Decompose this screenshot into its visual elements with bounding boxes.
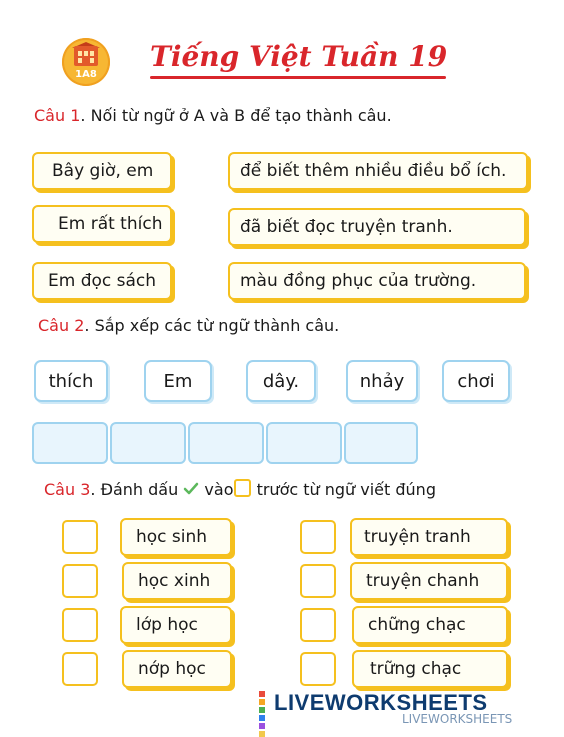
q2-word-label: nhảy	[359, 370, 405, 392]
checkmark-icon	[183, 482, 199, 496]
q3-checkbox-left-4[interactable]	[62, 652, 98, 686]
q3-left-word-1	[120, 518, 232, 556]
q1-left-option-2[interactable]	[32, 205, 172, 243]
q1-prompt	[34, 106, 392, 125]
q2-answer-slot-5[interactable]	[344, 422, 418, 464]
q1-right-option-3[interactable]	[228, 262, 526, 300]
liveworksheets-logo-icon	[258, 690, 272, 718]
q3-word-label: truyện chanh	[366, 571, 480, 591]
q3-checkbox-left-2[interactable]	[62, 564, 98, 598]
q3-right-word-4	[352, 650, 508, 688]
q3-word-label: học xinh	[138, 571, 211, 591]
q3-text-after: trước từ ngữ viết đúng	[251, 480, 436, 499]
q3-right-word-1	[350, 518, 508, 556]
q1-right-option-2[interactable]	[228, 208, 526, 246]
q3-checkbox-right-2[interactable]	[300, 564, 336, 598]
q2-prompt	[38, 316, 339, 335]
q3-checkbox-left-1[interactable]	[62, 520, 98, 554]
q3-word-label: chững chạc	[368, 615, 466, 635]
q3-word-label: trững chạc	[370, 659, 462, 679]
q3-left-word-4	[122, 650, 232, 688]
q2-text: . Sắp xếp các từ ngữ thành câu.	[84, 316, 340, 335]
q2-word-tile-5[interactable]	[442, 360, 510, 402]
q3-left-word-2	[122, 562, 232, 600]
q3-text-before: . Đánh dấu	[90, 480, 184, 499]
q1-left-option-1[interactable]	[32, 152, 172, 190]
q3-checkbox-left-3[interactable]	[62, 608, 98, 642]
q2-word-label: thích	[48, 370, 94, 392]
q3-text-middle: vào	[199, 480, 234, 499]
q3-right-word-3	[352, 606, 508, 644]
q3-left-word-3	[120, 606, 232, 644]
q2-word-tile-1[interactable]	[34, 360, 108, 402]
q1-right-option-label: để biết thêm nhiều điều bổ ích.	[240, 161, 507, 181]
q1-left-option-label: Bây giờ, em	[52, 161, 154, 181]
q1-right-option-1[interactable]	[228, 152, 528, 190]
q2-answer-slot-2[interactable]	[110, 422, 186, 464]
title-underline	[150, 76, 446, 79]
q2-word-tile-4[interactable]	[346, 360, 418, 402]
q1-left-option-label: Em rất thích	[58, 214, 163, 234]
q3-prompt	[44, 479, 436, 499]
q1-text: . Nối từ ngữ ở A và B để tạo thành câu.	[80, 106, 392, 125]
q2-word-label: Em	[163, 370, 193, 392]
q2-label: Câu 2	[38, 316, 85, 335]
school-logo-icon	[62, 38, 110, 86]
q2-answer-slot-4[interactable]	[266, 422, 342, 464]
q3-label: Câu 3	[44, 480, 91, 499]
q2-word-tile-2[interactable]	[144, 360, 212, 402]
q1-right-option-label: màu đồng phục của trường.	[240, 271, 477, 291]
liveworksheets-brand: LIVEWORKSHEETS	[274, 690, 488, 715]
q1-label: Câu 1	[34, 106, 81, 125]
q3-checkbox-right-3[interactable]	[300, 608, 336, 642]
q3-checkbox-right-4[interactable]	[300, 652, 336, 686]
q3-word-label: nớp học	[138, 659, 206, 679]
q1-left-option-3[interactable]	[32, 262, 172, 300]
q1-left-option-label: Em đọc sách	[48, 271, 157, 291]
q3-checkbox-right-1[interactable]	[300, 520, 336, 554]
logo-label: 1A8	[75, 69, 97, 80]
q1-right-option-label: đã biết đọc truyện tranh.	[240, 217, 453, 237]
q2-word-label: dây.	[262, 370, 300, 392]
page-title: Tiếng Việt Tuần 19	[150, 40, 448, 73]
q3-word-label: lớp học	[136, 615, 198, 635]
q2-word-tile-3[interactable]	[246, 360, 316, 402]
q2-answer-slot-3[interactable]	[188, 422, 264, 464]
q2-word-label: chơi	[457, 370, 495, 392]
q2-answer-slot-1[interactable]	[32, 422, 108, 464]
q3-right-word-2	[350, 562, 508, 600]
q3-word-label: truyện tranh	[364, 527, 471, 547]
liveworksheets-brand-small: LIVEWORKSHEETS	[402, 712, 513, 726]
q3-word-label: học sinh	[136, 527, 208, 547]
checkbox-sample-icon	[234, 479, 251, 497]
